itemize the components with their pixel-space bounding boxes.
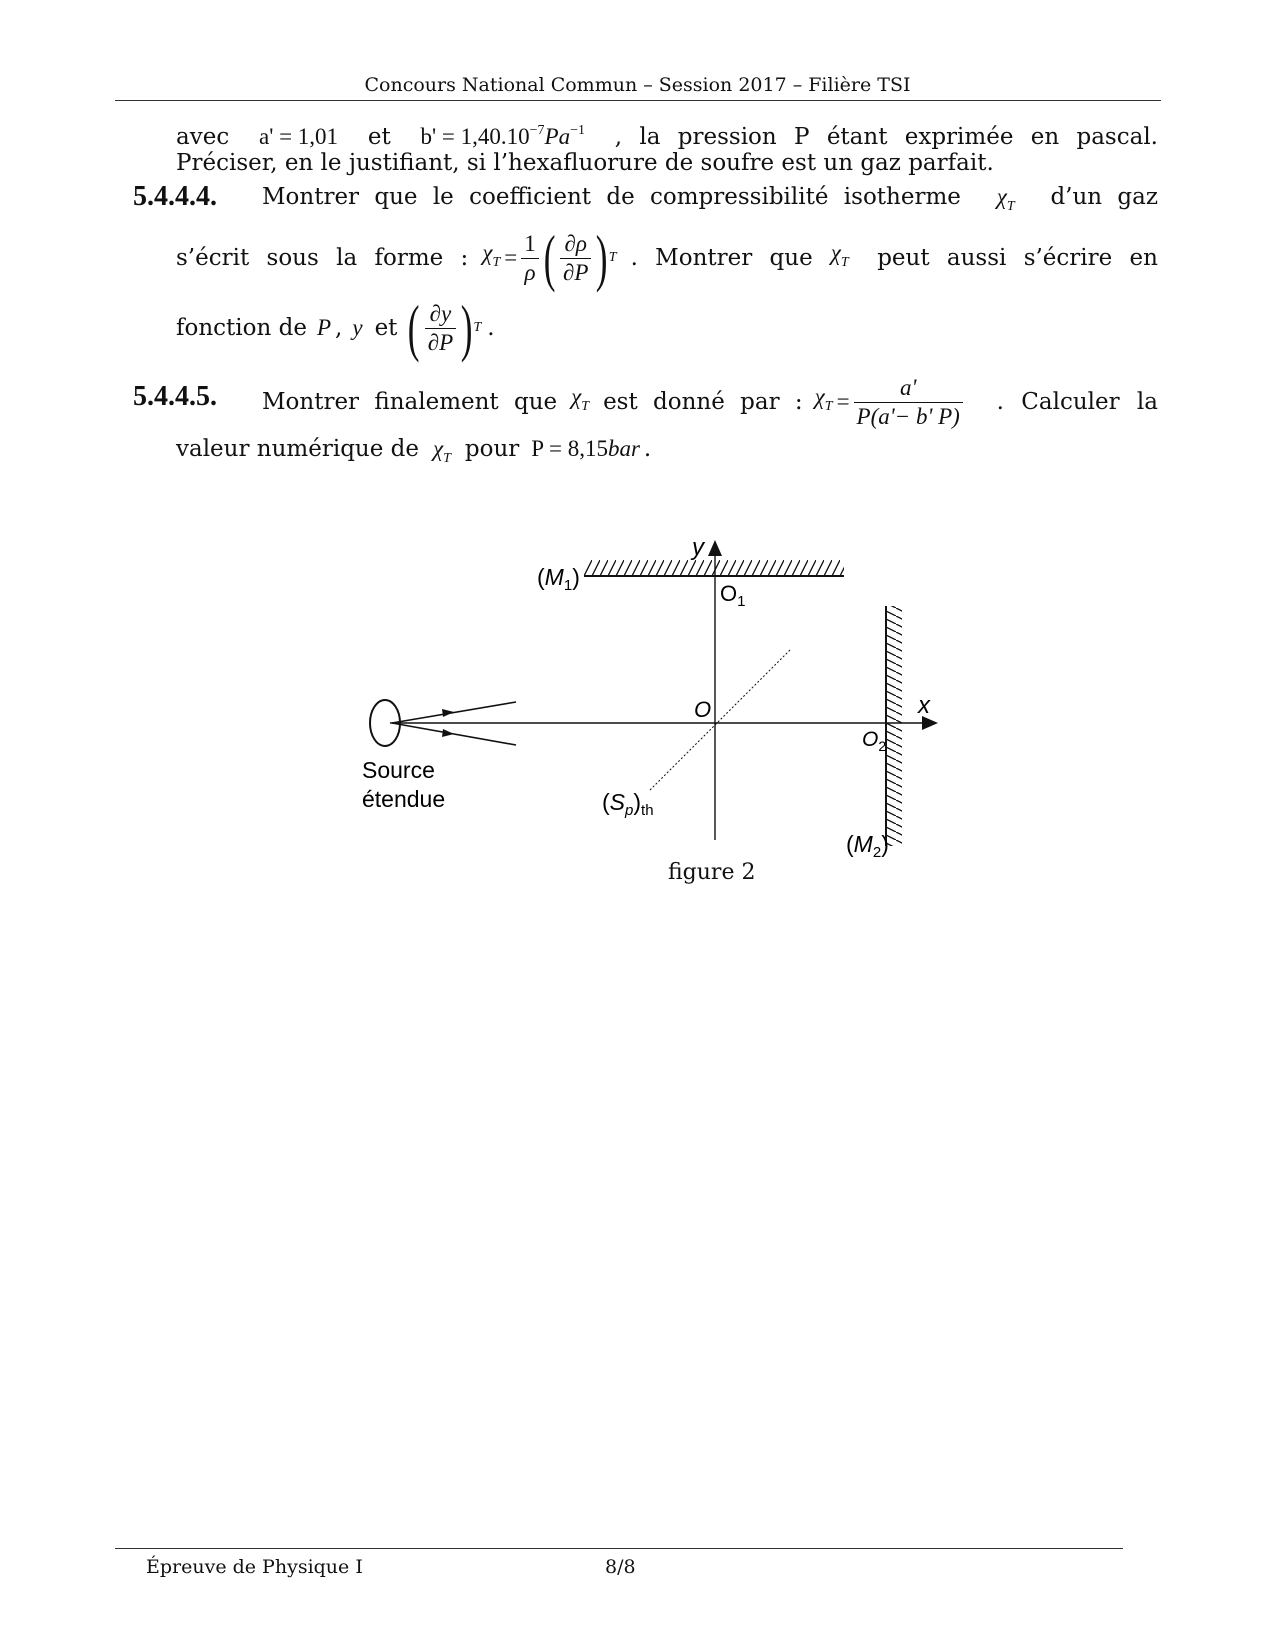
q5-line1-mid: est donné par : [603,389,803,415]
pressure-value: P = 8,15bar [531,436,640,461]
footer-title: Épreuve de Physique I [146,1556,363,1578]
q4-line1-text: Montrer que le coefficient de compressibilité isotherme [262,184,961,210]
q5-line2-start: valeur numérique de [176,436,419,462]
chi-symbol: $\chi_T$ [432,436,451,466]
source-label-line1: Source [362,757,435,783]
question-number-5: 5.4.4.5. [133,381,217,412]
q4-line-2: s’écrit sous la forme : $\chi_T$ = $\frac{1}{\rho}$ ( $\frac{\partial\rho}{\partial P}$ ) T . Montrer que $\chi_T$ peut aussi s’écrire en [176,222,1158,293]
label-o: O [694,697,712,722]
mirror-m2 [886,606,902,846]
q4-line2-mid: . Montrer que [630,245,813,271]
var-y: y [352,315,363,340]
label-m2: $(M_2)$ [846,831,889,861]
q5-line-1: Montrer finalement que $\chi_T$ est donné par : $\chi_T$ = $\frac{a'}{P(a'- b' P)}$ . Calculer la [262,374,1158,429]
chi-symbol: $\chi_T$ [830,240,849,270]
label-o1: $O_1$ [720,581,746,610]
q4-line3-start: fonction de [176,315,307,341]
chi-symbol: $\chi_T$ [996,184,1015,214]
label-x: x [918,692,930,719]
q5-line1-start: Montrer finalement que [262,389,558,415]
label-o2: $O_2$ [862,728,887,754]
chi-symbol: $\chi_T$ [814,384,833,414]
intro-line-2: Préciser, en le justifiant, si l’hexafluorure de soufre est un gaz parfait. [176,150,994,176]
page-header: Concours National Commun – Session 2017 – Filière TSI [364,74,911,96]
x-axis [390,716,938,730]
label-y: y [692,534,704,561]
label-m1: $(M_1)$ [537,564,580,594]
fraction-chi-result: $\frac{a'}{P(a'- b' P)}$ [854,374,963,431]
fraction-dy-dp: $\frac{\partial y}{\partial P}$ [425,300,456,357]
source-label-line2: étendue [362,786,446,812]
chi-symbol: $\chi_T$ [482,240,501,270]
q4-line-3: fonction de P , y et ( $\frac{\partial y}{\partial P}$ ) T . [176,292,495,363]
page-number: 8/8 [605,1556,636,1578]
q4-line1-end: d’un gaz [1050,184,1158,210]
intro-b-prime: $b' = 1,40.10^{-7}Pa^{-1}$ [420,123,585,149]
q5-line-2: valeur numérique de $\chi_T$ pour P = 8,15bar . [176,434,651,474]
fraction-one-over-rho: $\frac{1}{\rho}$ [521,230,539,287]
chi-symbol: $\chi_T$ [571,384,590,414]
intro-a-prime: a' = 1,01 [258,124,339,149]
footer-rule [115,1548,1123,1549]
fraction-drho-dp: $\frac{\partial\rho}{\partial P}$ [560,230,591,287]
figure-caption: figure 2 [668,860,756,885]
q5-line1-end: . Calculer la [996,389,1158,415]
q4-et: et [374,315,398,341]
q4-line2-start: s’écrit sous la forme : [176,245,469,271]
intro-et: et [367,124,391,150]
question-number-4: 5.4.4.4. [133,181,217,212]
label-sp: $(S_p)_{th}$ [602,789,654,819]
q4-line2-end: peut aussi s’écrire en [877,245,1158,271]
separator-plate [650,650,790,790]
intro-avec: avec [176,124,230,150]
q5-line2-mid: pour [464,436,520,462]
mirror-m1 [584,560,844,576]
intro-text-after: , la pression P étant exprimée en pascal. [614,124,1158,150]
var-p: P [316,315,332,340]
